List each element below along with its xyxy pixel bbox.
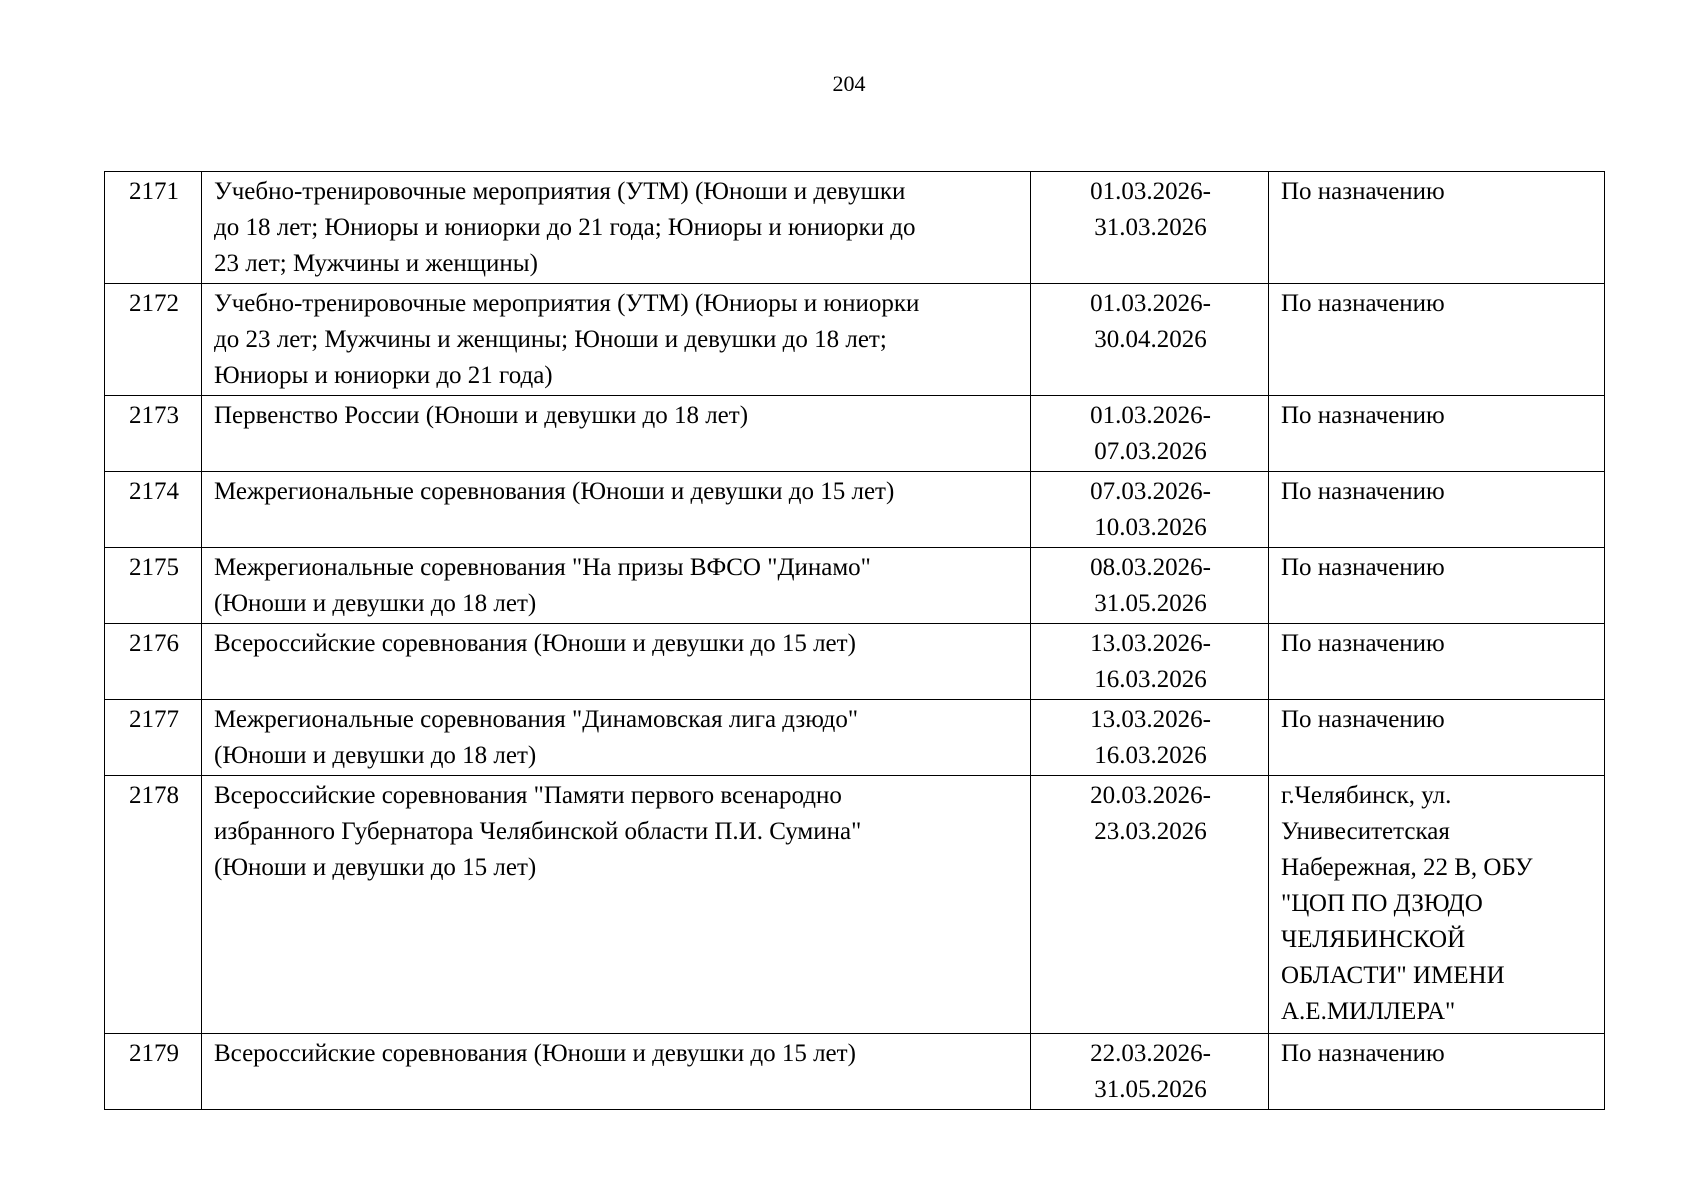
- event-name: [202, 396, 1031, 472]
- event-name-line: Учебно-тренировочные мероприятия (УТМ) (Юноши и девушки: [214, 178, 906, 205]
- event-date-from: 13.03.2026-: [1090, 630, 1211, 657]
- event-date-to: 30.04.2026: [1094, 326, 1207, 353]
- table-row: [105, 700, 1605, 776]
- event-name-line: Учебно-тренировочные мероприятия (УТМ) (Юниоры и юниорки: [214, 290, 920, 317]
- event-dates: [1031, 172, 1269, 284]
- event-number: 2172: [105, 284, 202, 396]
- event-place: [1269, 548, 1605, 624]
- event-dates: [1031, 624, 1269, 700]
- event-dates: [1031, 700, 1269, 776]
- event-name-line: (Юноши и девушки до 18 лет): [214, 590, 537, 617]
- event-place: [1269, 776, 1605, 1034]
- event-name: [202, 624, 1031, 700]
- table-row: [105, 472, 1605, 548]
- page-number: 204: [832, 71, 866, 96]
- event-name-line: Межрегиональные соревнования (Юноши и девушки до 15 лет): [214, 478, 895, 505]
- event-date-from: 01.03.2026-: [1090, 290, 1211, 317]
- event-place: [1269, 700, 1605, 776]
- event-dates: [1031, 472, 1269, 548]
- event-number: 2176: [105, 624, 202, 700]
- event-date-to: 31.03.2026: [1094, 214, 1207, 241]
- event-place-line: Унивеситетская: [1281, 818, 1450, 845]
- event-name: [202, 700, 1031, 776]
- event-date-to: 23.03.2026: [1094, 818, 1207, 845]
- event-name-line: до 18 лет; Юниоры и юниорки до 21 года; Юниоры и юниорки до: [214, 214, 916, 241]
- event-name-line: 23 лет; Мужчины и женщины): [214, 250, 538, 277]
- event-name-line: (Юноши и девушки до 18 лет): [214, 742, 537, 769]
- event-place: [1269, 1034, 1605, 1110]
- event-name-line: (Юноши и девушки до 15 лет): [214, 854, 537, 881]
- event-place-line: По назначению: [1281, 402, 1445, 429]
- event-place-line: А.Е.МИЛЛЕРА": [1281, 998, 1456, 1025]
- table-row: [105, 624, 1605, 700]
- event-name: [202, 284, 1031, 396]
- event-number: 2173: [105, 396, 202, 472]
- event-date-to: 16.03.2026: [1094, 666, 1207, 693]
- event-date-from: 20.03.2026-: [1090, 782, 1211, 809]
- event-name-line: Межрегиональные соревнования "Динамовская лига дзюдо": [214, 706, 859, 733]
- event-place-line: По назначению: [1281, 630, 1445, 657]
- event-place-line: По назначению: [1281, 178, 1445, 205]
- event-place-line: По назначению: [1281, 706, 1445, 733]
- event-dates: [1031, 396, 1269, 472]
- event-place-line: ОБЛАСТИ" ИМЕНИ: [1281, 962, 1505, 989]
- event-number: 2179: [105, 1034, 202, 1110]
- event-place: [1269, 284, 1605, 396]
- table-row: [105, 1034, 1605, 1110]
- event-name-line: Всероссийские соревнования "Памяти первого всенародно: [214, 782, 842, 809]
- event-place-line: г.Челябинск, ул.: [1281, 782, 1452, 809]
- event-dates: [1031, 284, 1269, 396]
- event-name-line: Межрегиональные соревнования "На призы ВФСО "Динамо": [214, 554, 871, 581]
- event-name-line: Всероссийские соревнования (Юноши и девушки до 15 лет): [214, 1040, 856, 1067]
- event-place-line: По назначению: [1281, 1040, 1445, 1067]
- event-name: [202, 1034, 1031, 1110]
- table-row: [105, 548, 1605, 624]
- event-date-from: 07.03.2026-: [1090, 478, 1211, 505]
- event-number: 2177: [105, 700, 202, 776]
- event-date-to: 16.03.2026: [1094, 742, 1207, 769]
- events-table-body: [105, 172, 1605, 1110]
- event-date-to: 10.03.2026: [1094, 514, 1207, 541]
- event-place-line: По назначению: [1281, 290, 1445, 317]
- event-place: [1269, 472, 1605, 548]
- event-place-line: ЧЕЛЯБИНСКОЙ: [1281, 926, 1466, 953]
- event-place-line: По назначению: [1281, 554, 1445, 581]
- event-date-from: 22.03.2026-: [1090, 1040, 1211, 1067]
- events-table: [104, 171, 1605, 1110]
- event-date-to: 31.05.2026: [1094, 590, 1207, 617]
- event-place-line: Набережная, 22 В, ОБУ: [1281, 854, 1533, 881]
- event-name: [202, 776, 1031, 1034]
- event-date-from: 01.03.2026-: [1090, 178, 1211, 205]
- event-date-to: 07.03.2026: [1094, 438, 1207, 465]
- event-number: 2171: [105, 172, 202, 284]
- event-dates: [1031, 548, 1269, 624]
- event-name-line: до 23 лет; Мужчины и женщины; Юноши и девушки до 18 лет;: [214, 326, 887, 353]
- event-date-to: 31.05.2026: [1094, 1076, 1207, 1103]
- event-place: [1269, 624, 1605, 700]
- event-name-line: Всероссийские соревнования (Юноши и девушки до 15 лет): [214, 630, 856, 657]
- event-name-line: избранного Губернатора Челябинской области П.И. Сумина": [214, 818, 862, 845]
- table-row: [105, 284, 1605, 396]
- event-place: [1269, 172, 1605, 284]
- event-place: [1269, 396, 1605, 472]
- event-date-from: 13.03.2026-: [1090, 706, 1211, 733]
- table-row: [105, 396, 1605, 472]
- table-row: [105, 172, 1605, 284]
- event-name: [202, 172, 1031, 284]
- event-date-from: 08.03.2026-: [1090, 554, 1211, 581]
- table-row: [105, 776, 1605, 1034]
- event-date-from: 01.03.2026-: [1090, 402, 1211, 429]
- event-name-line: Первенство России (Юноши и девушки до 18 лет): [214, 402, 749, 429]
- event-number: 2175: [105, 548, 202, 624]
- event-name-line: Юниоры и юниорки до 21 года): [214, 362, 553, 389]
- event-dates: [1031, 776, 1269, 1034]
- event-name: [202, 472, 1031, 548]
- event-dates: [1031, 1034, 1269, 1110]
- event-place-line: "ЦОП ПО ДЗЮДО: [1281, 890, 1483, 917]
- event-number: 2178: [105, 776, 202, 1034]
- event-number: 2174: [105, 472, 202, 548]
- event-place-line: По назначению: [1281, 478, 1445, 505]
- event-name: [202, 548, 1031, 624]
